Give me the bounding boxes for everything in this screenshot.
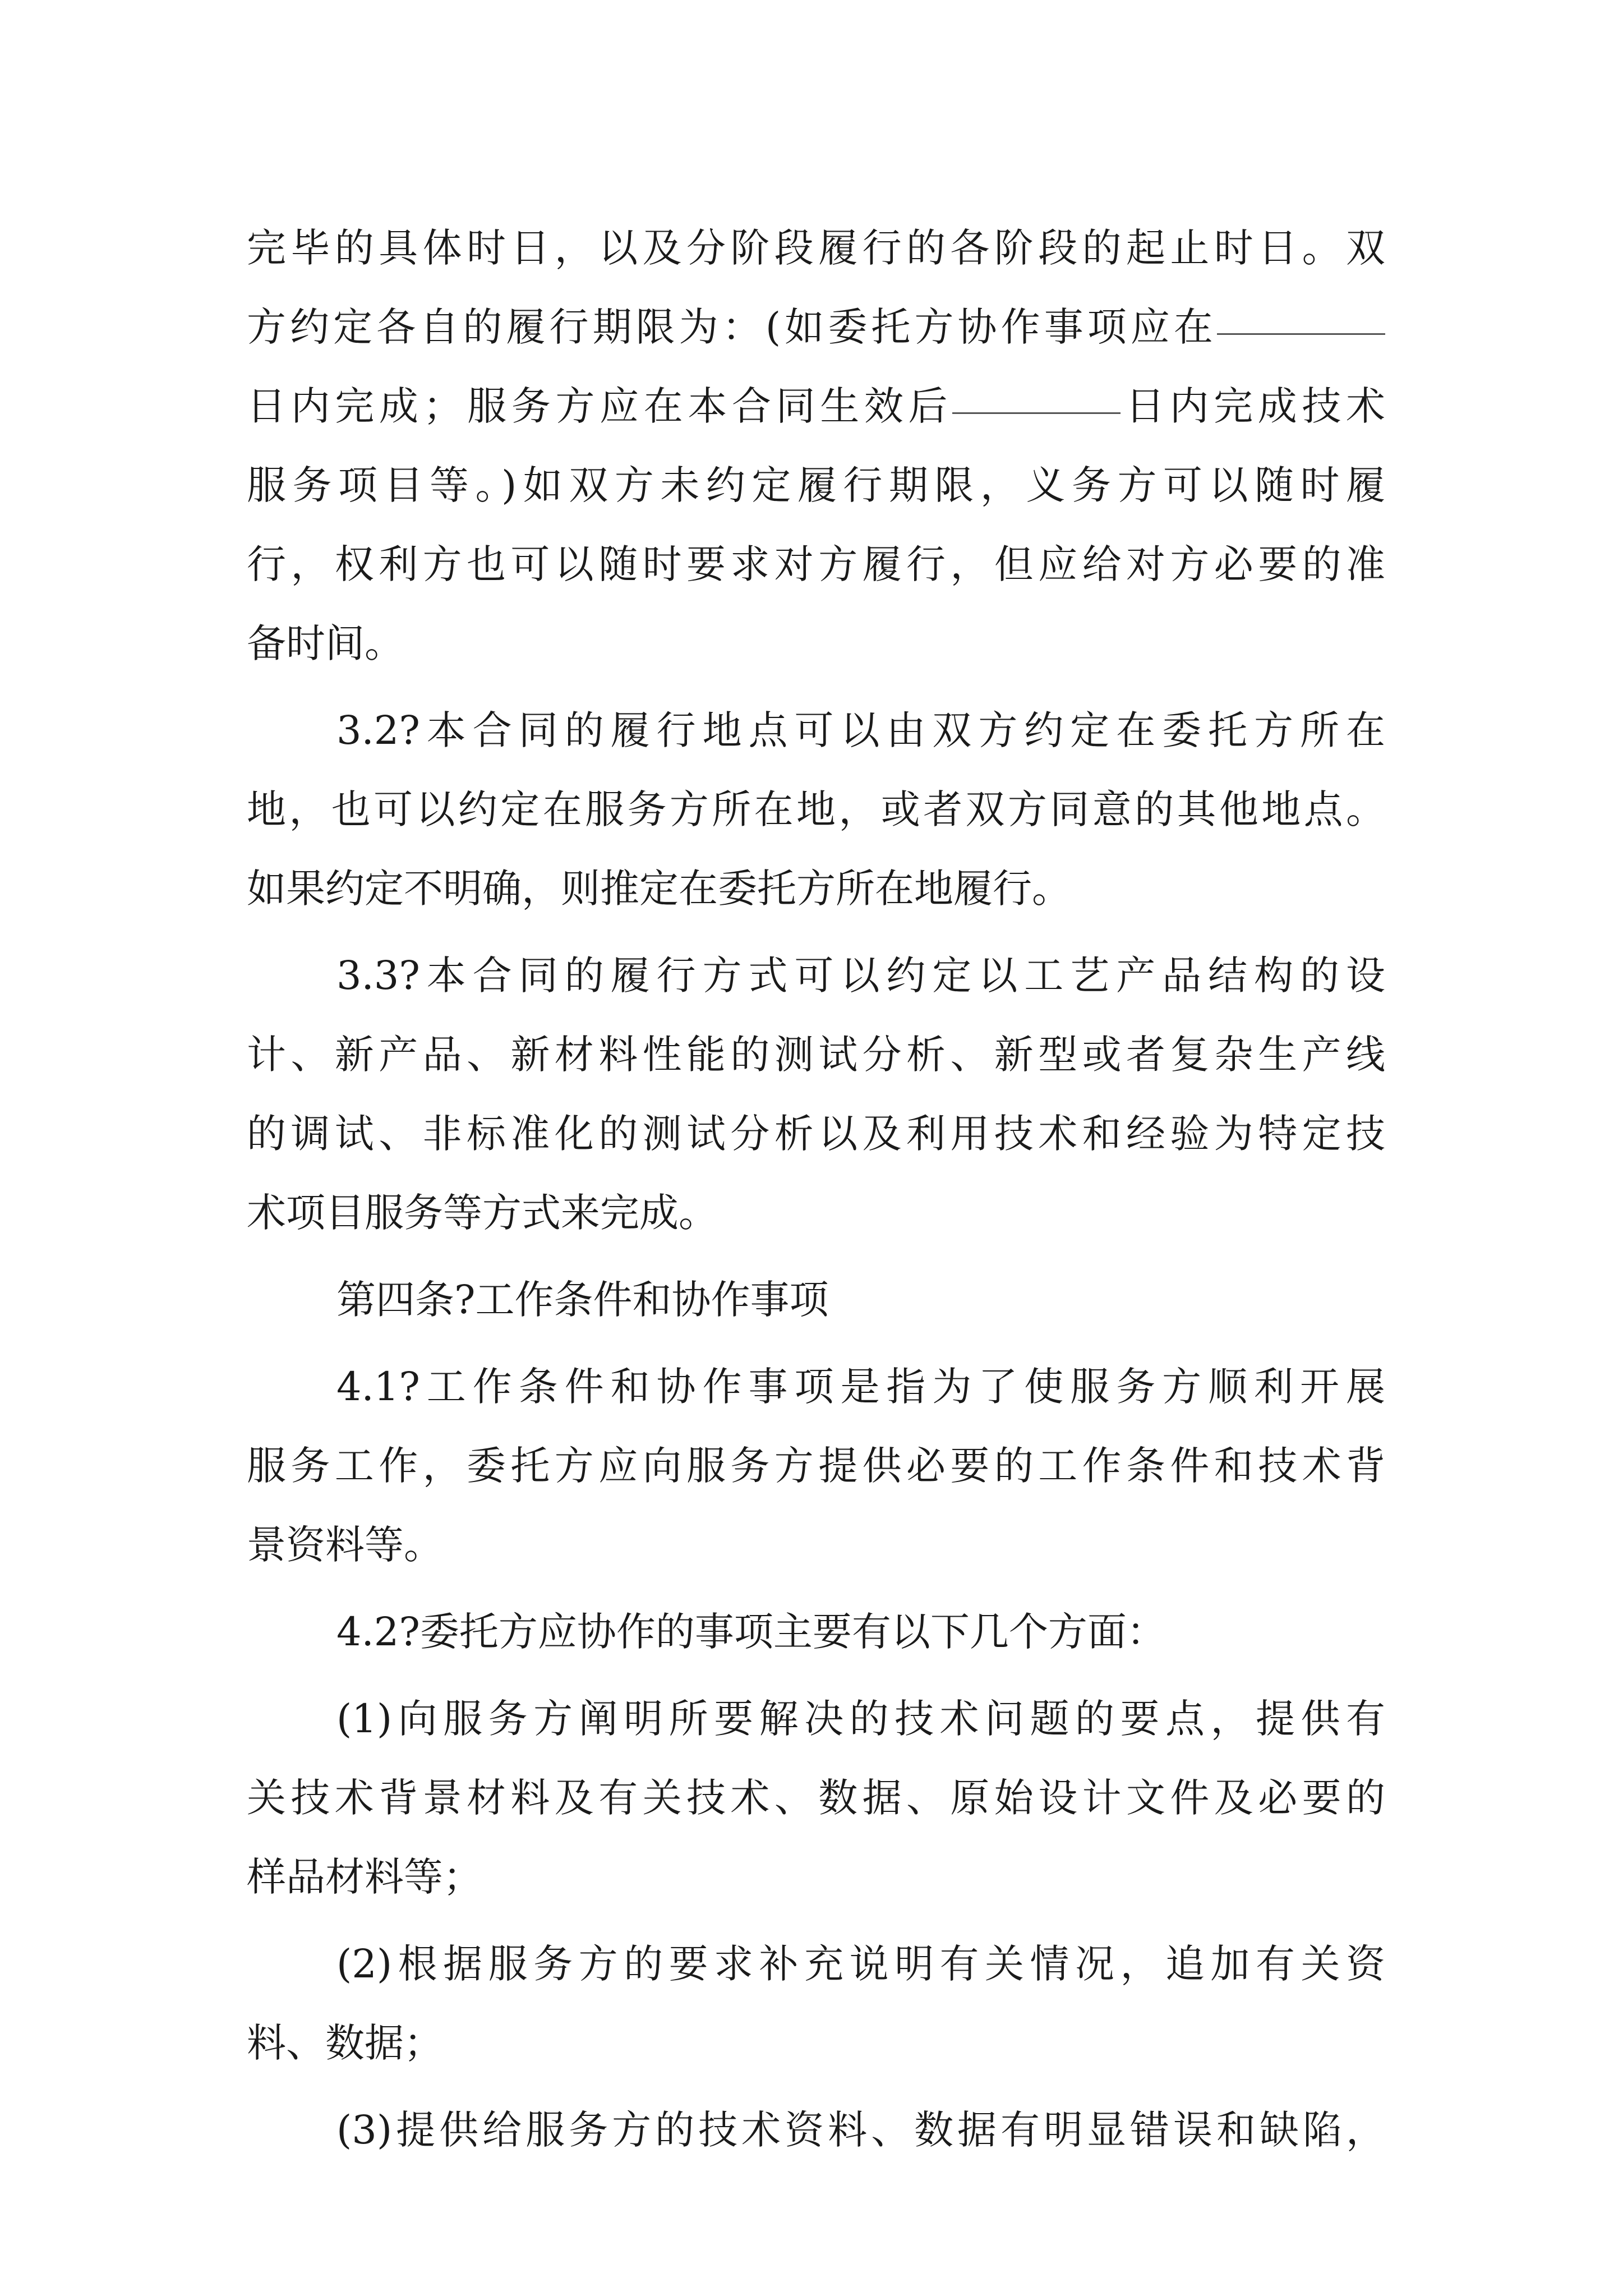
text-line: 料、数据；: [247, 2020, 443, 2066]
text-line: 如果约定不明确，则推定在委托方所在地履行。: [247, 866, 1071, 912]
line-text: 方约定各自的履行期限为：(如委托方协作事项应在: [247, 304, 1217, 350]
text-line: 3.2?本合同的履行地点可以由双方约定在委托方所在: [336, 707, 1385, 753]
text-line: 4.2?委托方应协作的事项主要有以下几个方面：: [336, 1609, 1166, 1655]
text-line: 备时间。: [247, 620, 404, 666]
text-line: 4.1?工作条件和协作事项是指为了使服务方顺利开展: [336, 1364, 1385, 1410]
text-line: 的调试、非标准化的测试分析以及利用技术和经验为特定技: [247, 1111, 1385, 1157]
text-line: 行，权利方也可以随时要求对方履行，但应给对方必要的准: [247, 541, 1385, 587]
text-line: (3)提供给服务方的技术资料、数据有明显错误和缺陷，: [336, 2107, 1385, 2153]
text-line: [247, 288, 1385, 367]
fill-in-blank: [952, 412, 1121, 414]
text-line: 完毕的具体时日，以及分阶段履行的各阶段的起止时日。双: [247, 225, 1385, 271]
text-line: 服务工作，委托方应向服务方提供必要的工作条件和技术背: [247, 1443, 1385, 1489]
text-line: 计、新产品、新材料性能的测试分析、新型或者复杂生产线: [247, 1032, 1385, 1078]
line-text: 日内完成技术: [1121, 383, 1385, 429]
document-body: [247, 209, 1385, 2170]
text-line: 样品材料等；: [247, 1854, 482, 1900]
text-line: (2)根据服务方的要求补充说明有关情况，追加有关资: [336, 1941, 1385, 1987]
text-line: 景资料等。: [247, 1522, 443, 1568]
text-line: 3.3?本合同的履行方式可以约定以工艺产品结构的设: [336, 953, 1385, 999]
text-line: 关技术背景材料及有关技术、数据、原始设计文件及必要的: [247, 1775, 1385, 1821]
text-line: [247, 367, 1385, 446]
section-heading: 第四条?工作条件和协作事项: [336, 1277, 829, 1323]
text-line: 服务项目等。)如双方未约定履行期限，义务方可以随时履: [247, 462, 1385, 508]
fill-in-blank: [1217, 333, 1385, 335]
text-line: 地，也可以约定在服务方所在地，或者双方同意的其他地点。: [247, 786, 1385, 832]
text-line: 术项目服务等方式来完成。: [247, 1190, 718, 1236]
text-line: (1)向服务方阐明所要解决的技术问题的要点，提供有: [336, 1696, 1385, 1742]
line-text: 日内完成；服务方应在本合同生效后: [247, 383, 953, 429]
